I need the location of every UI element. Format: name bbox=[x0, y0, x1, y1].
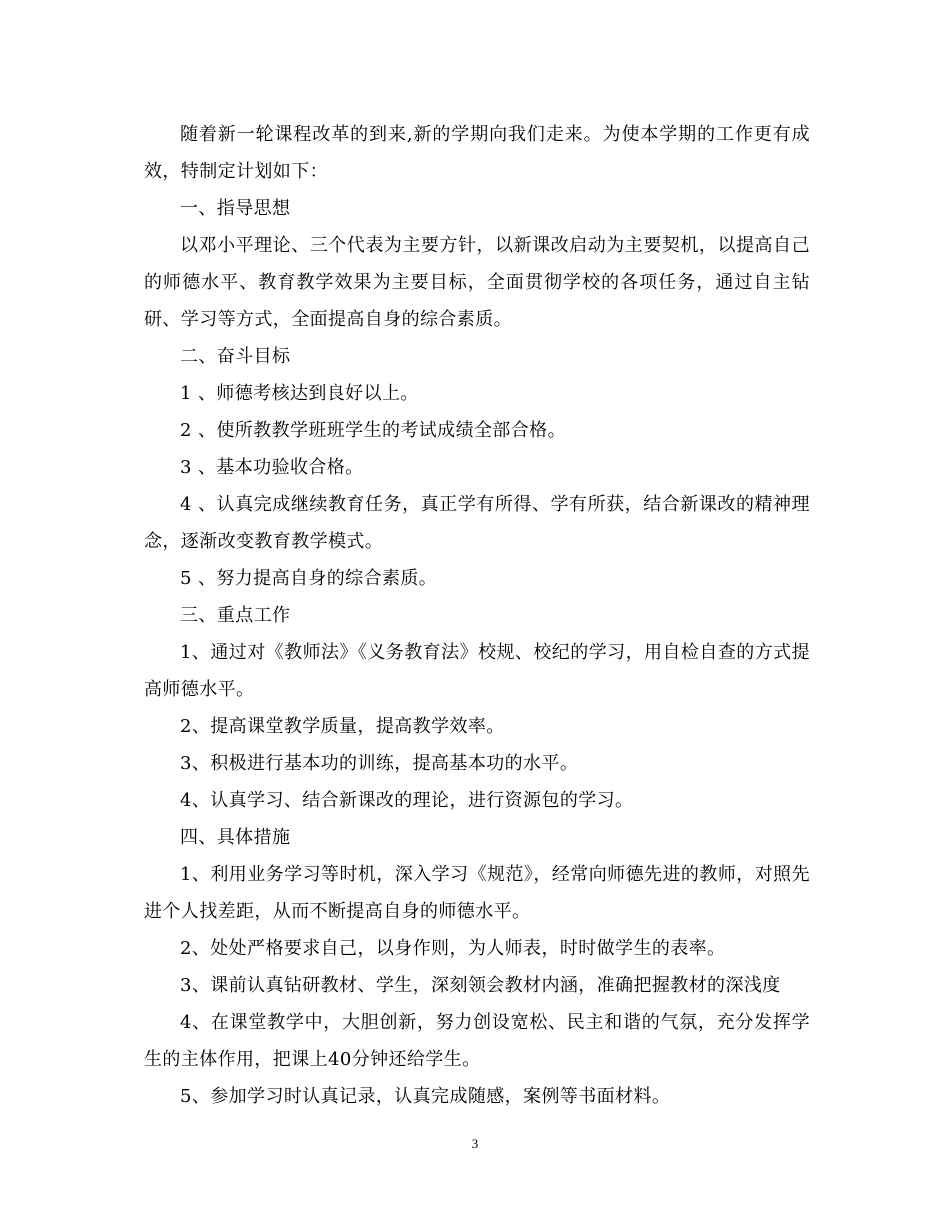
intro-paragraph: 随着新一轮课程改革的到来,新的学期向我们走来。为使本学期的工作更有成效，特制定计划如下： bbox=[144, 124, 810, 182]
body-paragraph: 以邓小平理论、三个代表为主要方针，以新课改启动为主要契机，以提高自己的师德水平、教育教学效果为主要目标，全面贯彻学校的各项任务，通过自主钻研、学习等方式，全面提高自身的综合素质。 bbox=[144, 235, 810, 330]
list-item: 1 、师德考核达到良好以上。 bbox=[180, 383, 419, 404]
section-heading: 一、指导思想 bbox=[180, 198, 291, 219]
list-item: 1、通过对《教师法》《义务教育法》校规、校纪的学习，用自检自查的方式提高师德水平。 bbox=[144, 642, 810, 700]
section-heading: 二、奋斗目标 bbox=[180, 346, 291, 367]
list-item: 3、课前认真钻研教材、学生，深刻领会教材内涵，准确把握教材的深浅度 bbox=[180, 975, 781, 996]
list-item: 3 、基本功验收合格。 bbox=[180, 457, 364, 478]
page-number: 3 bbox=[471, 1136, 479, 1151]
list-item: 2、提高课堂教学质量，提高教学效率。 bbox=[180, 716, 505, 737]
section-heading: 三、重点工作 bbox=[180, 605, 291, 626]
section-heading: 四、具体措施 bbox=[180, 827, 291, 848]
list-item: 4、在课堂教学中，大胆创新，努力创设宽松、民主和谐的气氛，充分发挥学生的主体作用，把课上40分钟还给学生。 bbox=[144, 1012, 810, 1070]
document-body bbox=[144, 116, 810, 1115]
list-item: 2、处处严格要求自己，以身作则，为人师表，时时做学生的表率。 bbox=[180, 938, 726, 959]
list-item: 5 、努力提高自身的综合素质。 bbox=[180, 568, 438, 589]
list-item: 3、积极进行基本功的训练，提高基本功的水平。 bbox=[180, 753, 579, 774]
list-item: 1、利用业务学习等时机，深入学习《规范》，经常向师德先进的教师，对照先进个人找差距，从而不断提高自身的师德水平。 bbox=[144, 864, 810, 922]
list-item: 2 、使所教教学班班学生的考试成绩全部合格。 bbox=[180, 420, 566, 441]
list-item: 5、参加学习时认真记录，认真完成随感，案例等书面材料。 bbox=[180, 1086, 671, 1107]
list-item: 4、认真学习、结合新课改的理论，进行资源包的学习。 bbox=[180, 790, 634, 811]
list-item: 4 、认真完成继续教育任务，真正学有所得、学有所获，结合新课改的精神理念，逐渐改变教育教学模式。 bbox=[144, 494, 810, 552]
